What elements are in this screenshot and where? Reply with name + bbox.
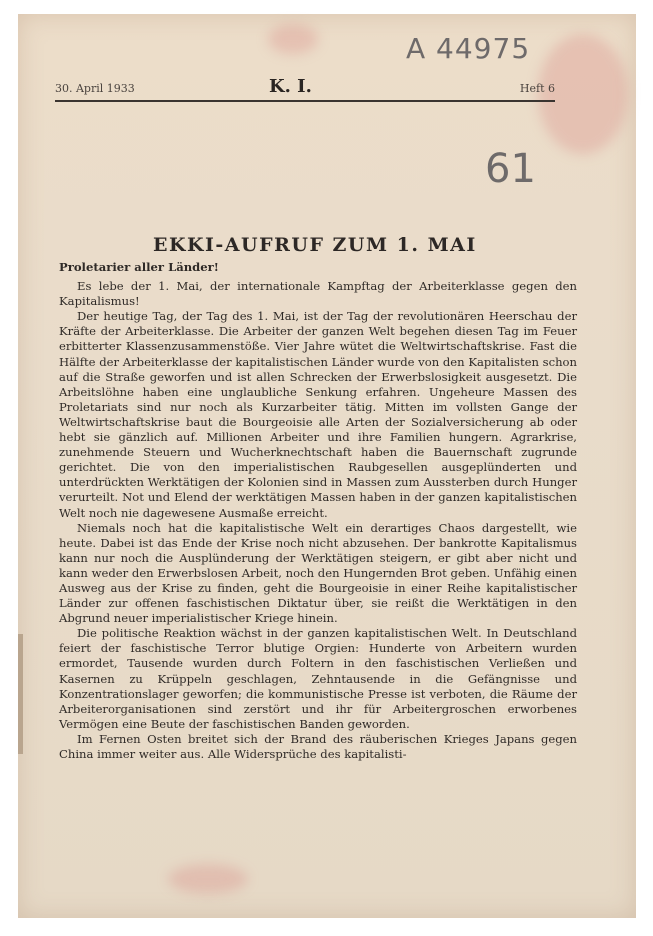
paragraph: Es lebe der 1. Mai, der internationale Kampftag der Arbeiterklasse gegen den Kapitalismus! (59, 279, 577, 309)
header-issue: Heft 6 (519, 82, 555, 95)
salutation: Proletarier aller Länder! (59, 260, 219, 274)
paragraph: Im Fernen Osten breitet sich der Brand des räuberischen Krieges Japans gegen China immer weiter aus. Alle Widersprüche des kapitalisti- (59, 731, 577, 761)
document-page (18, 14, 636, 918)
stain (168, 864, 248, 894)
page-fold-mark (18, 634, 23, 754)
header-date: 30. April 1933 (55, 82, 135, 95)
handwritten-page-number: 61 (485, 146, 536, 192)
article-title: EKKI-AUFRUF ZUM 1. MAI (153, 234, 477, 256)
stain (268, 24, 318, 54)
paragraph: Niemals noch hat die kapitalistische Welt ein derartiges Chaos dargestellt, wie heute. Dabei ist das Ende der Krise noch nicht abzusehen. Der bankrotte Kapitalismus kann nur noch die Ausplünderung der Werktätigen steigern, er gibt aber nicht und kann weder den Erwerbslosen Arbeit, noch den Hungernden Brot geben. Unfähig einen Ausweg aus der Krise zu finden, geht die Bourgeoisie in einer Reihe kapitalistischer Länder zur offenen faschistischen Diktatur über, sie reißt die Werktätigen in den Abgrund neuer imperialistischer Kriege hinein. (59, 520, 577, 626)
paragraph: Die politische Reaktion wächst in der ganzen kapitalistischen Welt. In Deutschland feiert der faschistische Terror blutige Orgien: Hunderte von Arbeitern wurden ermordet, Tausende wurden durch Foltern in den faschistischen Verließen und Kasernen zu Krüppeln geschlagen, Zehntausende in die Gefängnisse und Konzentrationslager geworfen; die kommunistische Presse ist verboten, die Räume der Arbeiterorganisationen sind zerstört und ihr für Arbeitergroschen erworbenes Vermögen eine Beute der faschistischen Banden geworden. (59, 626, 577, 731)
article-body (59, 260, 577, 762)
running-header (55, 76, 555, 102)
paragraph: Der heutige Tag, der Tag des 1. Mai, ist der Tag der revolutionären Heerschau der Kräfte der Arbeiterklasse. Die Arbeiter der ganzen Welt begehen diesen Tag im Feuer erbitterter Klassenzusammenstöße. Vier Jahre wütet die Weltwirtschaftskrise. Fast die Hälfte der Arbeiterklasse der kapitalistischen Länder wurde von den Kapitalisten schon auf die Straße geworfen und ist allen Schrecken der Erwerbslosigkeit ausgesetzt. Die Arbeitslöhne haben eine unglaubliche Senkung erfahren. Ungeheure Massen des Proletariats sind nur noch als Kurzarbeiter tätig. Mitten im vollsten Gange der Weltwirtschaftskrise baut die Bourgeoisie alle Arten der Sozialversicherung ab oder hebt sie gänzlich auf. Millionen Arbeiter und ihre Familien hungern. Agrarkrise, zunehmende Steuern und Wucherknechtschaft haben die Bauernschaft zugrunde gerichtet. Die von den imperialistischen Raubgesellen ausgeplünderten und unterdrückten Werktätigen der Kolonien sind in Massen zum Aussterben durch Hunger verurteilt. Not und Elend der werktätigen Massen haben in der ganzen kapitalistischen Welt noch nie dagewesene Ausmaße erreicht. (59, 309, 577, 520)
handwritten-archive-code: A 44975 (406, 32, 531, 65)
header-journal-title: K. I. (269, 76, 312, 97)
